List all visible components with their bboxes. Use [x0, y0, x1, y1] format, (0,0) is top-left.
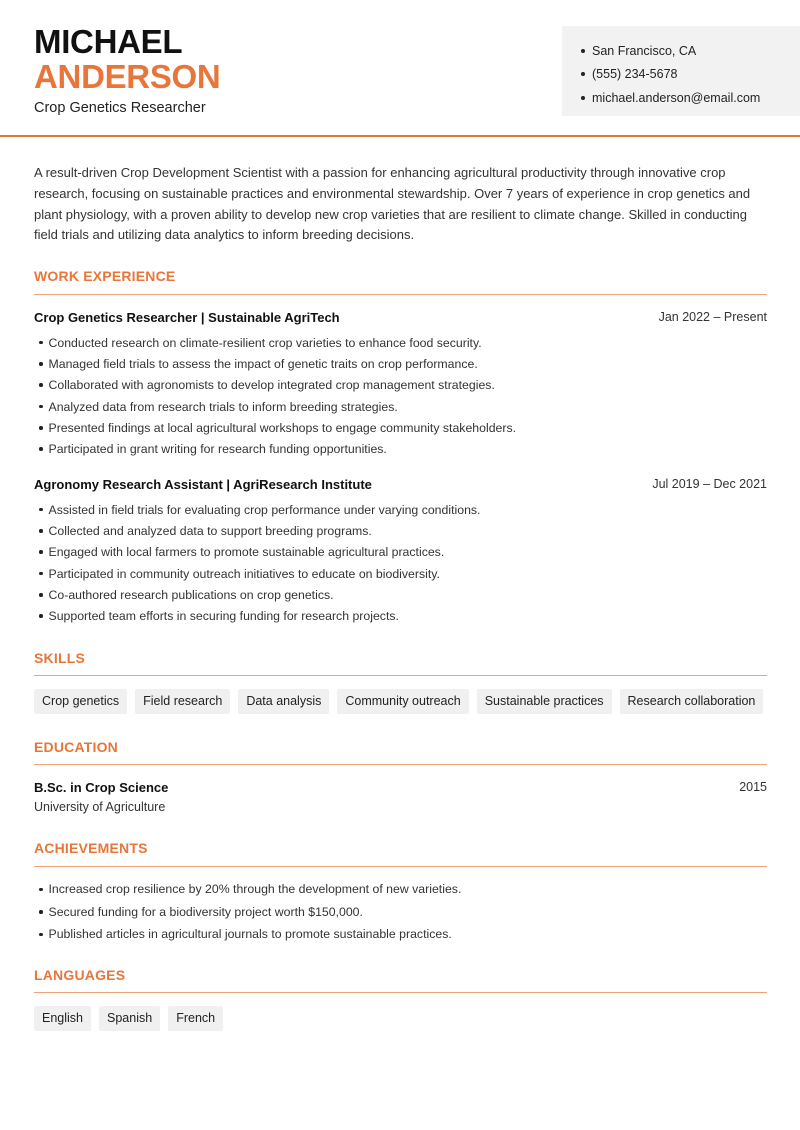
professional-summary: A result-driven Crop Development Scientist with a passion for enhancing agricultural productivity through innovative crop research, focusing on sustainable practices and environmental stewardship. Over 7 years of experience in crop genetics and plant physiology, with a proven ability to develop new crop varieties that are resilient to climate change. Skilled in conducting field trials and utilizing data analytics to inform breeding decisions. — [34, 165, 751, 243]
language-chip: French — [168, 1006, 223, 1031]
list-item — [39, 901, 461, 924]
job-role: Crop Genetics Researcher — [34, 100, 206, 116]
bullet-icon — [39, 550, 43, 554]
section-title-education: EDUCATION — [34, 739, 118, 755]
languages-list — [34, 1006, 223, 1031]
resume-header — [0, 0, 800, 137]
list-item — [39, 584, 480, 605]
list-item — [39, 353, 516, 374]
section-divider — [34, 764, 767, 765]
phone-text: (555) 234-5678 — [592, 67, 678, 82]
section-title-skills: SKILLS — [34, 650, 85, 666]
list-item — [39, 332, 516, 353]
job-2-bullet-list — [39, 499, 480, 627]
skill-chip: Data analysis — [238, 689, 329, 714]
bullet-icon — [39, 383, 43, 387]
last-name: ANDERSON — [34, 58, 221, 95]
section-title-languages: LANGUAGES — [34, 967, 126, 983]
list-item-text: Supported team efforts in securing funding for research projects. — [48, 609, 399, 624]
contact-email — [581, 86, 800, 110]
bullet-icon — [39, 910, 43, 914]
job-dates-1: Jan 2022 – Present — [658, 310, 767, 324]
first-name: MICHAEL — [34, 23, 183, 60]
location-text: San Francisco, CA — [592, 43, 697, 58]
bullet-icon — [581, 96, 585, 100]
list-item-text: Presented findings at local agricultural workshops to engage community stakeholders. — [48, 420, 517, 435]
list-item — [39, 923, 461, 946]
skills-list — [34, 689, 763, 714]
list-item — [39, 375, 516, 396]
contact-location — [581, 39, 800, 63]
bullet-icon — [39, 341, 43, 345]
bullet-icon — [581, 72, 585, 76]
list-item — [39, 605, 480, 626]
job-dates-2: Jul 2019 – Dec 2021 — [652, 477, 767, 491]
bullet-icon — [39, 614, 43, 618]
list-item-text: Assisted in field trials for evaluating crop performance under varying conditions. — [48, 502, 481, 517]
skill-chip: Community outreach — [337, 689, 468, 714]
list-item-text: Increased crop resilience by 20% through the development of new varieties. — [48, 882, 462, 897]
bullet-icon — [39, 508, 43, 512]
skill-chip: Field research — [135, 689, 230, 714]
education-degree: B.Sc. in Crop Science — [34, 780, 169, 795]
skill-chip: Crop genetics — [34, 689, 127, 714]
bullet-icon — [39, 933, 43, 937]
bullet-icon — [39, 572, 43, 576]
list-item-text: Conducted research on climate-resilient crop varieties to enhance food security. — [48, 335, 482, 350]
education-year: 2015 — [739, 780, 767, 794]
bullet-icon — [39, 888, 43, 892]
email-text: michael.anderson@email.com — [592, 90, 761, 105]
list-item — [39, 878, 461, 901]
bullet-icon — [39, 529, 43, 533]
section-divider — [34, 675, 767, 676]
bullet-icon — [39, 405, 43, 409]
list-item — [39, 520, 480, 541]
list-item-text: Managed field trials to assess the impact of genetic traits on crop performance. — [48, 356, 478, 371]
list-item — [39, 396, 516, 417]
bullet-icon — [581, 49, 585, 53]
section-title-achievements: ACHIEVEMENTS — [34, 840, 148, 856]
list-item — [39, 417, 516, 438]
list-item-text: Secured funding for a biodiversity project worth $150,000. — [48, 904, 363, 919]
contact-box — [562, 26, 800, 116]
language-chip: Spanish — [99, 1006, 160, 1031]
section-divider — [34, 294, 767, 295]
section-title-work-experience: WORK EXPERIENCE — [34, 268, 176, 284]
list-item-text: Engaged with local farmers to promote sustainable agricultural practices. — [48, 545, 445, 560]
section-divider — [34, 992, 767, 993]
list-item — [39, 438, 516, 459]
list-item-text: Participated in grant writing for research funding opportunities. — [48, 442, 387, 457]
list-item-text: Published articles in agricultural journals to promote sustainable practices. — [48, 927, 452, 942]
education-school: University of Agriculture — [34, 800, 166, 814]
candidate-name — [34, 24, 220, 94]
bullet-icon — [39, 593, 43, 597]
bullet-icon — [39, 447, 43, 451]
list-item-text: Co-authored research publications on crop genetics. — [48, 587, 334, 602]
list-item-text: Participated in community outreach initiatives to educate on biodiversity. — [48, 566, 440, 581]
skill-chip: Research collaboration — [620, 689, 764, 714]
job-title-1: Crop Genetics Researcher | Sustainable AgriTech — [34, 310, 340, 325]
list-item — [39, 499, 480, 520]
list-item — [39, 563, 480, 584]
list-item-text: Collected and analyzed data to support breeding programs. — [48, 523, 372, 538]
list-item — [39, 542, 480, 563]
achievements-list — [39, 878, 461, 946]
list-item-text: Analyzed data from research trials to inform breeding strategies. — [48, 399, 398, 414]
section-divider — [34, 866, 767, 867]
job-1-bullet-list — [39, 332, 516, 460]
bullet-icon — [39, 426, 43, 430]
bullet-icon — [39, 362, 43, 366]
contact-phone — [581, 63, 800, 87]
language-chip: English — [34, 1006, 91, 1031]
list-item-text: Collaborated with agronomists to develop integrated crop management strategies. — [48, 378, 495, 393]
skill-chip: Sustainable practices — [477, 689, 612, 714]
job-title-2: Agronomy Research Assistant | AgriResearch Institute — [34, 477, 372, 492]
